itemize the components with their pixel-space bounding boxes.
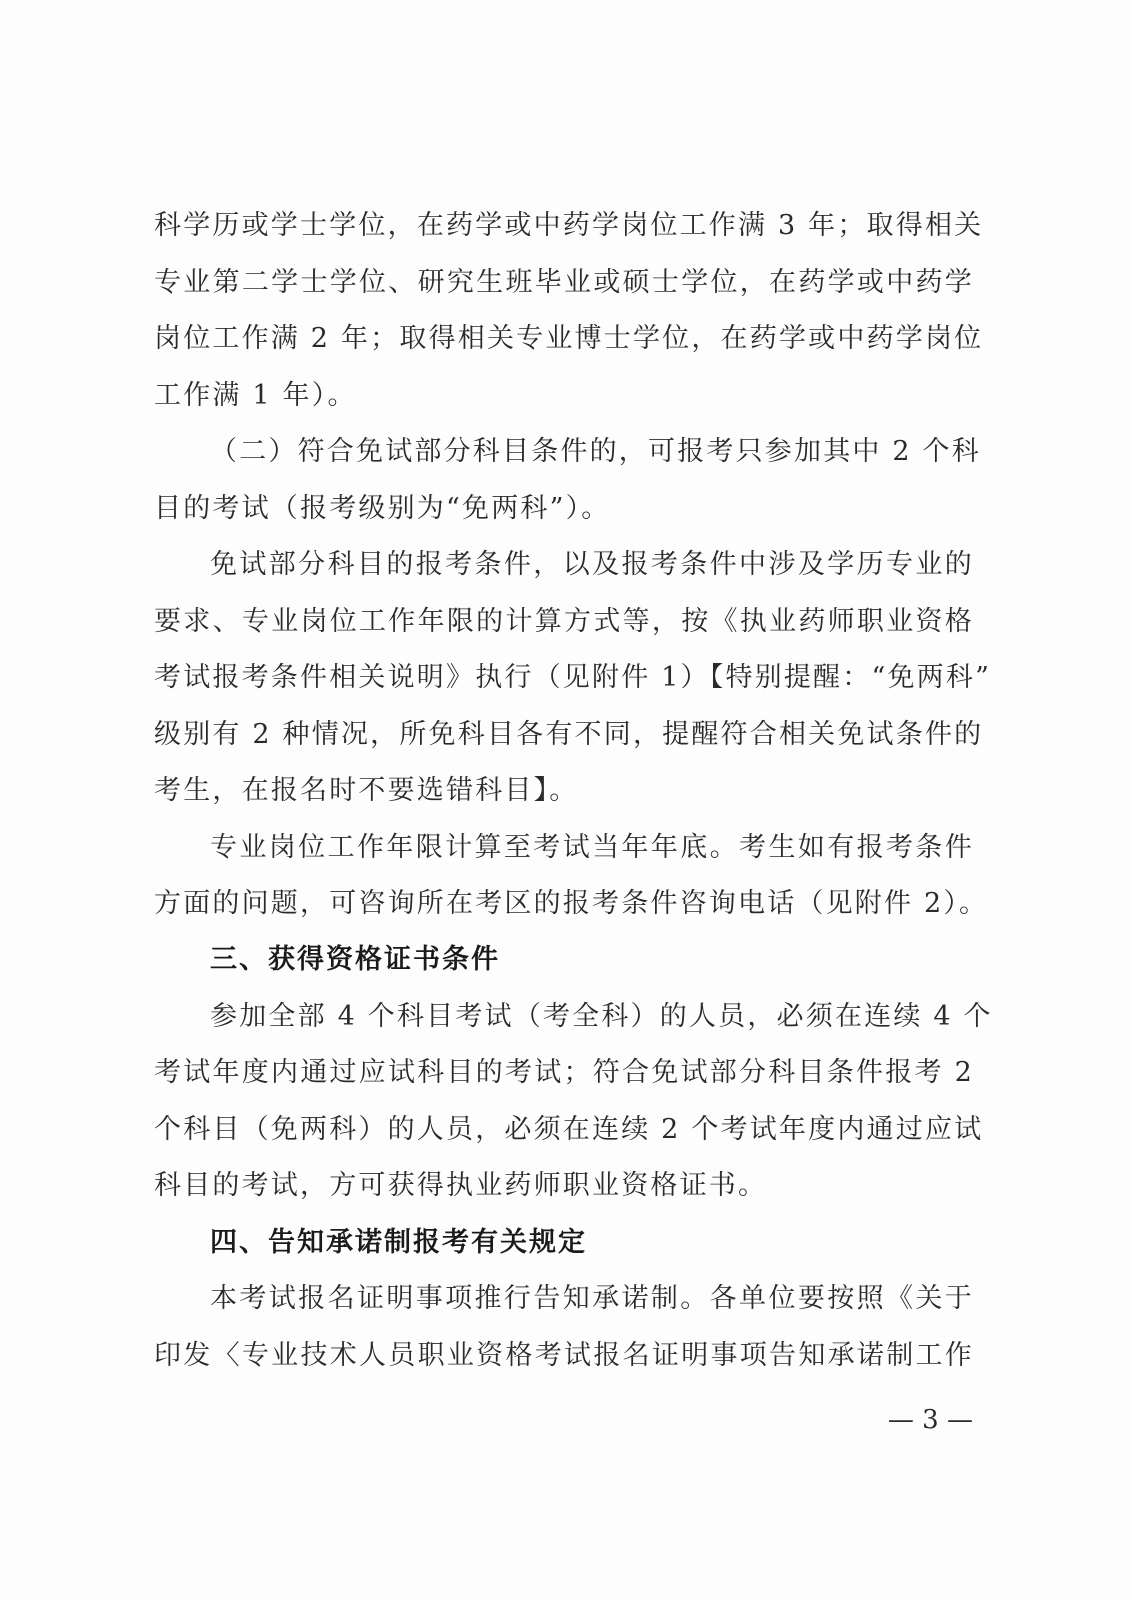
body-line: 工作满 1 年）。 xyxy=(154,380,357,411)
body-line: 要求、专业岗位工作年限的计算方式等，按《执业药师职业资格 xyxy=(154,606,974,637)
body-line: 考试年度内通过应试科目的考试；符合免试部分科目条件报考 2 xyxy=(154,1057,974,1088)
body-line: 考生，在报名时不要选错科目】。 xyxy=(154,775,579,806)
body-line: 方面的问题，可咨询所在考区的报考条件咨询电话（见附件 2）。 xyxy=(154,888,989,919)
body-line: 目的考试（报考级别为“免两科”）。 xyxy=(154,493,611,524)
body-line: 免试部分科目的报考条件，以及报考条件中涉及学历专业的 xyxy=(210,549,974,580)
body-line: 参加全部 4 个科目考试（考全科）的人员，必须在连续 4 个 xyxy=(210,1001,993,1032)
body-line: （二）符合免试部分科目条件的，可报考只参加其中 2 个科 xyxy=(210,436,981,467)
section-heading-3: 三、获得资格证书条件 xyxy=(210,944,500,975)
body-line: 科目的考试，方可获得执业药师职业资格证书。 xyxy=(154,1170,768,1201)
body-line: 岗位工作满 2 年；取得相关专业博士学位，在药学或中药学岗位 xyxy=(154,323,984,354)
body-line: 印发〈专业技术人员职业资格考试报名证明事项告知承诺制工作 xyxy=(154,1340,974,1371)
body-line: 专业第二学士学位、研究生班毕业或硕士学位，在药学或中药学 xyxy=(154,267,974,298)
body-line: 个科目（免两科）的人员，必须在连续 2 个考试年度内通过应试 xyxy=(154,1114,984,1145)
body-line: 专业岗位工作年限计算至考试当年年底。考生如有报考条件 xyxy=(210,832,974,863)
body-line: 级别有 2 种情况，所免科目各有不同，提醒符合相关免试条件的 xyxy=(154,719,984,750)
section-heading-4: 四、告知承诺制报考有关规定 xyxy=(210,1227,587,1258)
body-line: 本考试报名证明事项推行告知承诺制。各单位要按照《关于 xyxy=(210,1283,974,1314)
body-line: 考试报考条件相关说明》执行（见附件 1）【特别提醒：“免两科” xyxy=(154,662,992,693)
body-line: 科学历或学士学位，在药学或中药学岗位工作满 3 年；取得相关 xyxy=(154,210,984,241)
page-number: — 3 — xyxy=(887,1405,973,1435)
